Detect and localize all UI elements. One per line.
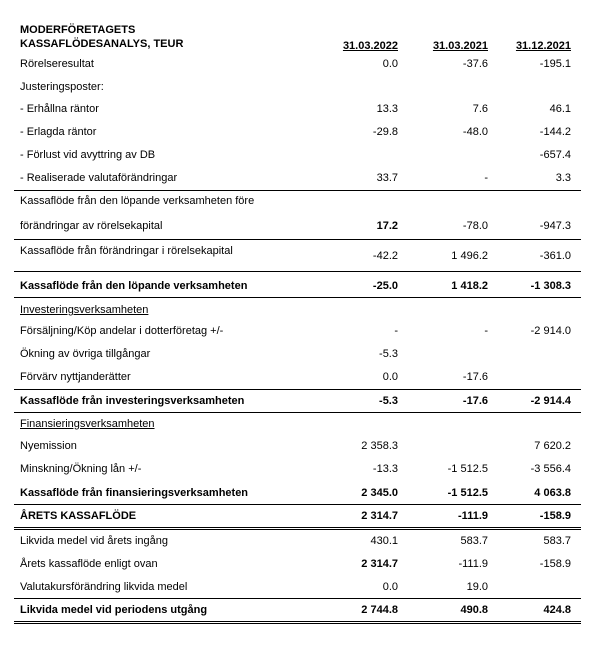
row-label: Kassaflöde från investeringsverksamheten	[20, 395, 245, 407]
value-2021q1: 19.0	[466, 581, 488, 593]
table-row	[14, 54, 581, 74]
row-divider	[14, 271, 581, 272]
row-divider	[14, 239, 581, 240]
value-2022q1: -42.2	[372, 250, 398, 262]
value-2022q1: -5.3	[379, 395, 398, 407]
section-heading: Investeringsverksamheten	[20, 304, 149, 316]
value-2021fy: 46.1	[549, 103, 571, 115]
value-2021fy: -947.3	[539, 220, 571, 232]
value-2022q1: 2 314.7	[361, 510, 398, 522]
value-2021q1: -1 512.5	[447, 487, 488, 499]
row-label: Nyemission	[20, 440, 77, 452]
value-2022q1: 33.7	[376, 172, 398, 184]
value-2021q1: -111.9	[458, 510, 488, 522]
title-line-2: KASSAFLÖDESANALYS, TEUR	[20, 38, 184, 50]
section-heading: Finansieringsverksamheten	[20, 418, 155, 430]
value-2021fy: 7 620.2	[534, 440, 571, 452]
value-2022q1: 0.0	[382, 581, 398, 593]
value-2021fy: 3.3	[555, 172, 571, 184]
value-2022q1: -29.8	[372, 126, 398, 138]
table-row	[14, 168, 581, 188]
value-2021fy: -1 308.3	[530, 280, 571, 292]
value-2022q1: -5.3	[379, 348, 398, 360]
value-2022q1: 430.1	[370, 535, 398, 547]
value-2022q1: 2 345.0	[361, 487, 398, 499]
table-row	[14, 77, 581, 97]
value-2021fy: -2 914.4	[530, 395, 571, 407]
table-row	[14, 459, 581, 479]
value-2021fy: -361.0	[539, 250, 571, 262]
row-label: Kassaflöde från finansieringsverksamheten	[20, 487, 249, 499]
table-row	[14, 531, 581, 551]
row-label: - Erhållna räntor	[20, 103, 99, 115]
row-label: Ökning av övriga tillgångar	[20, 348, 151, 360]
row-label: förändringar av rörelsekapital	[20, 220, 163, 232]
value-2021q1: 1 496.2	[451, 250, 488, 262]
value-2022q1: -	[394, 325, 398, 337]
row-label: - Erlagda räntor	[20, 126, 97, 138]
value-2022q1: 2 744.8	[361, 604, 398, 616]
value-2022q1: 13.3	[376, 103, 398, 115]
value-2021q1: -37.6	[462, 58, 488, 70]
value-2021fy: 4 063.8	[534, 487, 571, 499]
value-2021fy: -158.9	[539, 510, 571, 522]
row-label: Justeringsposter:	[20, 81, 104, 93]
row-divider	[14, 527, 581, 530]
value-2021fy: -158.9	[539, 558, 571, 570]
row-label: ÅRETS KASSAFLÖDE	[20, 510, 137, 522]
table-row	[14, 506, 581, 526]
table-header	[14, 20, 581, 54]
value-2021q1: 1 418.2	[451, 280, 488, 292]
row-label: Rörelseresultat	[20, 58, 94, 70]
table-row	[14, 391, 581, 411]
table-row	[14, 483, 581, 503]
row-label: - Realiserade valutaförändringar	[20, 172, 178, 184]
value-2021fy: 424.8	[543, 604, 571, 616]
value-2021fy: 583.7	[543, 535, 571, 547]
value-2021q1: -17.6	[462, 395, 488, 407]
table-row	[14, 99, 581, 119]
table-row	[14, 600, 581, 620]
row-divider	[14, 297, 581, 298]
row-divider	[14, 389, 581, 390]
value-2022q1: -13.3	[372, 463, 398, 475]
value-2021q1: 583.7	[460, 535, 488, 547]
column-header-2021fy: 31.12.2021	[515, 40, 571, 52]
row-label: Kassaflöde från den löpande verksamheten före	[20, 195, 255, 207]
table-row	[14, 414, 581, 434]
row-label: Kassaflöde från den löpande verksamheten	[20, 280, 248, 292]
value-2021q1: 7.6	[472, 103, 488, 115]
value-2021q1: -78.0	[462, 220, 488, 232]
table-row	[14, 577, 581, 597]
table-row	[14, 367, 581, 387]
table-row	[14, 436, 581, 456]
row-label: - Förlust vid avyttring av DB	[20, 149, 156, 161]
value-2021fy: -3 556.4	[530, 463, 571, 475]
value-2022q1: 17.2	[376, 220, 398, 232]
row-label: Årets kassaflöde enligt ovan	[20, 558, 158, 570]
value-2022q1: -25.0	[372, 280, 398, 292]
row-divider	[14, 598, 581, 599]
column-header-2021q1: 31.03.2021	[432, 40, 488, 52]
table-row	[14, 191, 581, 211]
value-2021q1: -17.6	[462, 371, 488, 383]
row-label: Likvida medel vid årets ingång	[20, 535, 168, 547]
row-label: Valutakursförändring likvida medel	[20, 581, 188, 593]
value-2022q1: 2 358.3	[361, 440, 398, 452]
value-2021q1: -1 512.5	[447, 463, 488, 475]
table-row	[14, 300, 581, 320]
value-2022q1: 0.0	[382, 371, 398, 383]
row-label: Likvida medel vid periodens utgång	[20, 604, 208, 616]
value-2022q1: 0.0	[382, 58, 398, 70]
value-2022q1: 2 314.7	[361, 558, 398, 570]
title-line-1: MODERFÖRETAGETS	[20, 24, 136, 36]
table-row	[14, 122, 581, 142]
row-label: Minskning/Ökning lån +/-	[20, 463, 142, 475]
table-row	[14, 145, 581, 165]
value-2021fy: -195.1	[539, 58, 571, 70]
row-divider	[14, 412, 581, 413]
row-divider	[14, 504, 581, 505]
value-2021q1: -111.9	[458, 558, 488, 570]
table-row	[14, 216, 581, 236]
table-row	[14, 276, 581, 296]
value-2021q1: -	[484, 172, 488, 184]
value-2021fy: -657.4	[539, 149, 571, 161]
statement-title	[20, 23, 183, 51]
value-2021fy: -144.2	[539, 126, 571, 138]
table-row	[14, 321, 581, 341]
value-2021fy: -2 914.0	[530, 325, 571, 337]
row-label: Förvärv nyttjanderätter	[20, 371, 131, 383]
table-row	[14, 554, 581, 574]
value-2021q1: 490.8	[460, 604, 488, 616]
row-label: Försäljning/Köp andelar i dotterföretag +/-	[20, 325, 224, 337]
table-row	[14, 246, 581, 266]
row-label: Kassaflöde från förändringar i rörelsekapital	[20, 245, 233, 257]
column-header-2022q1: 31.03.2022	[342, 40, 398, 52]
table-row	[14, 344, 581, 364]
value-2021q1: -48.0	[462, 126, 488, 138]
row-divider	[14, 621, 581, 624]
value-2021q1: -	[484, 325, 488, 337]
